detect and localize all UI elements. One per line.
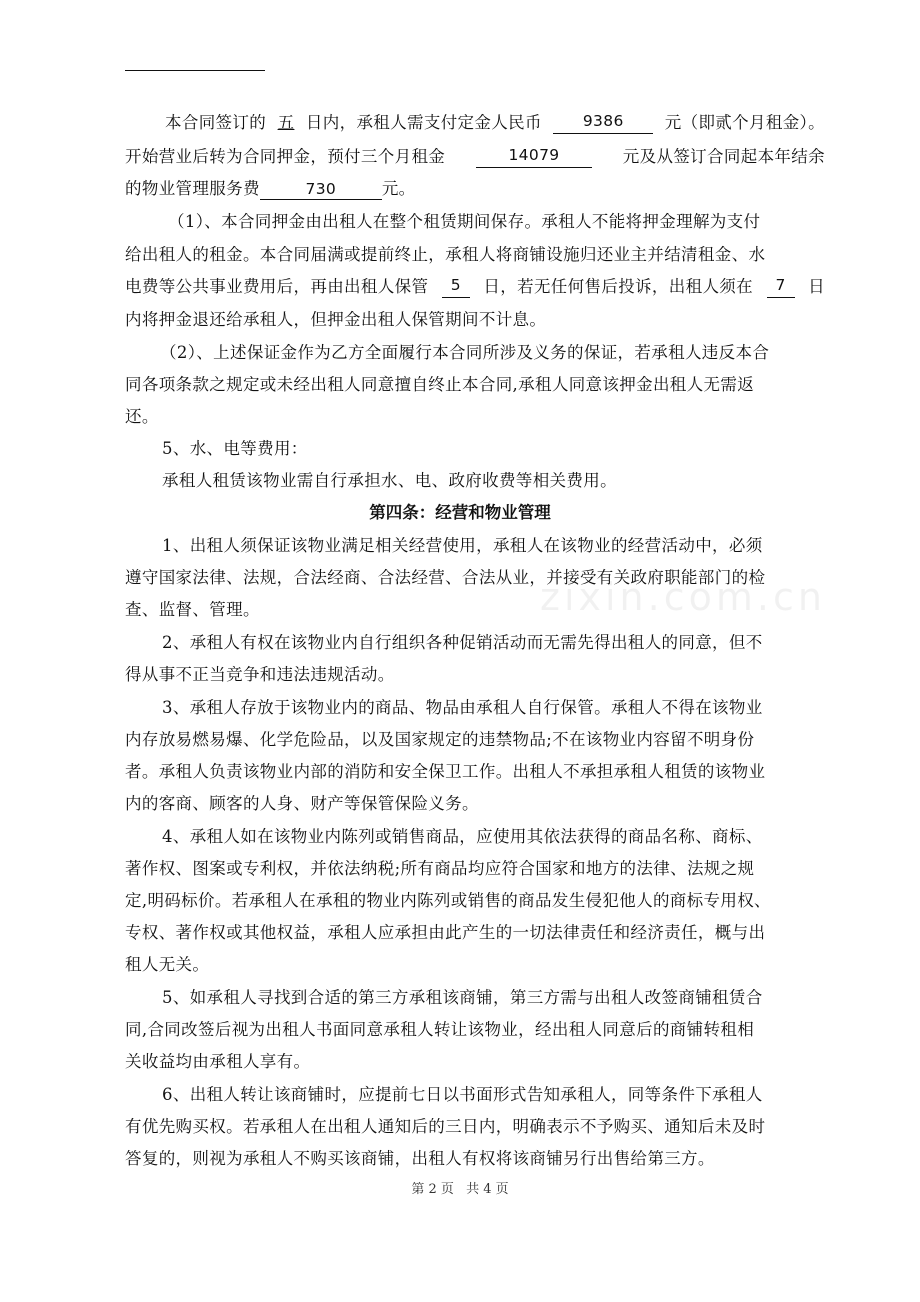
para-deposit-1-line-2: 给出租人的租金。本合同届满或提前终止，承租人将商铺设施归还业主并结清租金、水 [125,245,766,264]
page-footer [0,1178,920,1197]
clause-2-line-1: 2、承租人有权在该物业内自行组织各种促销活动而无需先得出租人的同意，但不 [162,633,763,652]
clause-5-line-2: 同,合同改签后视为出租人书面同意承租人转让该物业，经出租人同意后的商铺转租相 [125,1020,755,1039]
para-deposit-1-line-3: 电费等公共事业费用后，再由出租人保管 5 日，若无任何售后投诉，出租人须在 7 日 [125,276,825,296]
clause-4-line-2: 著作权、图案或专利权，并依法纳税;所有商品均应符合国家和地方的法律、法规之规 [125,859,755,878]
deposit-line-3: 的物业管理服务费 730 元。 [125,179,416,198]
clause-4-line-1: 4、承租人如在该物业内陈列或销售商品，应使用其依法获得的商品名称、商标、 [162,827,763,846]
refund-days-field: 7 [767,276,795,298]
utilities-heading: 5、水、电等费用： [162,439,308,458]
management-fee-field: 730 [260,180,382,200]
watermark: zixin.com.cn [540,575,826,619]
page-total: 共 4 页 [466,1182,509,1197]
clause-3-line-4: 内的客商、顾客的人身、财产等保管保险义务。 [125,794,479,813]
clause-2-line-2: 得从事不正当竞争和违法违规活动。 [125,665,395,684]
clause-5-line-1: 5、如承租人寻找到合适的第三方承租该商铺，第三方需与出租人改签商铺租赁合 [162,988,763,1007]
para-deposit-1-line-1: （1）、本合同押金由出租人在整个租赁期间保存。承租人不能将押金理解为支付 [168,212,761,231]
custody-days-field: 5 [442,276,470,298]
page-number: 第 2 页 [411,1182,454,1197]
deposit-line-1: 本合同签订的 五 日内，承租人需支付定金人民币 9386 元（即贰个月租金）。 [165,112,825,132]
clause-5-line-3: 关收益均由承租人享有。 [125,1052,311,1071]
para-deposit-2-line-1: （2）、上述保证金作为乙方全面履行本合同所涉及义务的保证，若承租人违反本合 [160,343,770,362]
prepaid-rent-field: 14079 [476,146,592,168]
clause-1-line-2: 遵守国家法律、法规，合法经商、合法经营、合法从业，并接受有关政府职能部门的检 [125,568,766,587]
header-rule [125,70,265,71]
deposit-days: 五 [277,113,295,132]
clause-1-line-3: 查、监督、管理。 [125,600,260,619]
para-deposit-2-line-3: 还。 [125,407,159,426]
para-deposit-2-line-2: 同各项条款之规定或未经出租人同意擅自终止本合同,承租人同意该押金出租人无需返 [125,375,755,394]
clause-4-line-4: 专权、著作权或其他权益，承租人应承担由此产生的一切法律责任和经济责任，概与出 [125,923,766,942]
clause-4-line-3: 定,明码标价。若承租人在承租的物业内陈列或销售的商品发生侵犯他人的商标专用权、 [125,891,771,910]
clause-6-line-2: 有优先购买权。若承租人在出租人通知后的三日内，明确表示不予购买、通知后未及时 [125,1117,766,1136]
clause-3-line-1: 3、承租人存放于该物业内的商品、物品由承租人自行保管。承租人不得在该物业 [162,698,763,717]
clause-4-line-5: 租人无关。 [125,955,210,974]
clause-3-line-3: 者。承租人负责该物业内部的消防和安全保卫工作。出租人不承担承租人租赁的该物业 [125,762,766,781]
deposit-line-2: 开始营业后转为合同押金，预付三个月租金 14079 元及从签订合同起本年结余 [125,146,825,166]
article-four-heading: 第四条：经营和物业管理 [369,503,551,522]
deposit-amount-field: 9386 [553,112,653,134]
clause-6-line-3: 答复的，则视为承租人不购买该商铺，出租人有权将该商铺另行出售给第三方。 [125,1149,715,1168]
clause-1-line-1: 1、出租人须保证该物业满足相关经营使用，承租人在该物业的经营活动中，必须 [162,536,763,555]
clause-3-line-2: 内存放易燃易爆、化学危险品，以及国家规定的违禁物品;不在该物业内容留不明身份 [125,730,755,749]
utilities-text: 承租人租赁该物业需自行承担水、电、政府收费等相关费用。 [162,471,617,490]
para-deposit-1-line-4: 内将押金退还给承租人，但押金出租人保管期间不计息。 [125,310,547,329]
clause-6-line-1: 6、出租人转让该商铺时，应提前七日以书面形式告知承租人，同等条件下承租人 [162,1085,763,1104]
